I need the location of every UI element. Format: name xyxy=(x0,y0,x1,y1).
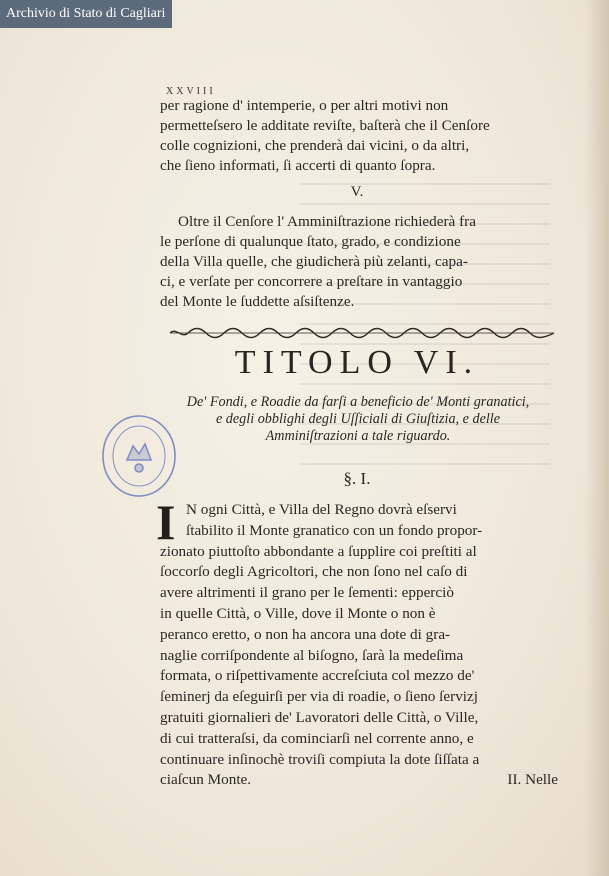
page-edge-shadow xyxy=(585,0,609,876)
text-line: ſeminerj da eſeguirſi per via di roadie, o ſieno ſervizj xyxy=(160,688,478,706)
text-line: Oltre il Cenſore l' Amminiſtrazione richiederà fra xyxy=(178,213,476,230)
decorative-rule-ornament xyxy=(168,326,556,340)
subtitle-line: Amminiſtrazioni a tale riguardo. xyxy=(265,428,451,444)
subtitle-line: e degli obblighi degli Uſſiciali di Giuſtizia, e delle xyxy=(215,411,501,427)
paragraph-v xyxy=(160,212,554,312)
text-line-last xyxy=(160,770,558,791)
archive-stamp xyxy=(99,410,179,502)
text-line: ſtabilito il Monte granatico con un fondo propor- xyxy=(186,521,483,539)
text-line: in quelle Città, o Ville, dove il Monte o non è xyxy=(160,604,436,622)
subtitle-line: De' Fondi, e Roadie da farſi a beneficio de' Monti granatici, xyxy=(186,394,530,410)
text-line: del Monte le ſuddette aſsiſtenze. xyxy=(160,293,355,310)
text-line: N ogni Città, e Villa del Regno dovrà eſservi xyxy=(186,501,457,518)
text-line: colle cognizioni, che prenderà dai vicini, o da altri, xyxy=(160,137,470,154)
chapter-subtitle xyxy=(158,394,558,445)
text-line: gratuiti giornalieri de' Lavoratori delle Città, o Ville, xyxy=(160,708,479,726)
text-line: peranco eretto, o non ha ancora una dote di gra- xyxy=(160,625,451,643)
text-line: di cui tratteraſsi, da cominciarſi nel corrente anno, e xyxy=(160,729,474,747)
text-line: ciaſcun Monte. xyxy=(160,771,252,789)
drop-cap: I xyxy=(156,494,176,550)
text-line: continuare inſinochè troviſi compiuta la dote ſiſſata a xyxy=(160,750,480,768)
text-line: naglie corriſpondente al biſogno, ſarà la medeſima xyxy=(160,646,464,664)
paragraph-main xyxy=(160,500,558,791)
archive-watermark-label: Archivio di Stato di Cagliari xyxy=(0,0,172,28)
text-line: della Villa quelle, che giudicherà più zelanti, capa- xyxy=(160,253,468,270)
text-line: zionato piuttoſto abbondante a ſupplire coi preſtiti al xyxy=(160,542,477,560)
page-signature: XXVIII xyxy=(166,86,216,97)
text-line: per ragione d' intemperie, o per altri motivi non xyxy=(160,97,449,114)
text-line: che ſieno informati, ſi accerti di quanto ſopra. xyxy=(160,157,436,174)
catchword: II. Nelle xyxy=(507,771,558,789)
text-line: avere altrimenti il grano per le ſementi: epperciò xyxy=(160,584,454,602)
chapter-title: TITOLO VI. xyxy=(234,344,480,381)
section-heading-v: V. xyxy=(350,184,364,200)
text-line: formata, o riſpettivamente accreſciuta col mezzo de' xyxy=(160,667,475,685)
text-line: le perſone di qualunque ſtato, grado, e condizione xyxy=(160,233,461,250)
section-heading-s1: §. I. xyxy=(343,469,371,488)
text-line: permetteſsero le additate reviſte, baſterà che il Cenſore xyxy=(160,117,490,134)
text-line: ſoccorſo degli Agricoltori, che non ſono nel caſo di xyxy=(160,563,468,581)
text-line: ci, e verſate per concorrere a preſtare in vantaggio xyxy=(160,273,463,290)
paragraph-top xyxy=(160,96,554,176)
